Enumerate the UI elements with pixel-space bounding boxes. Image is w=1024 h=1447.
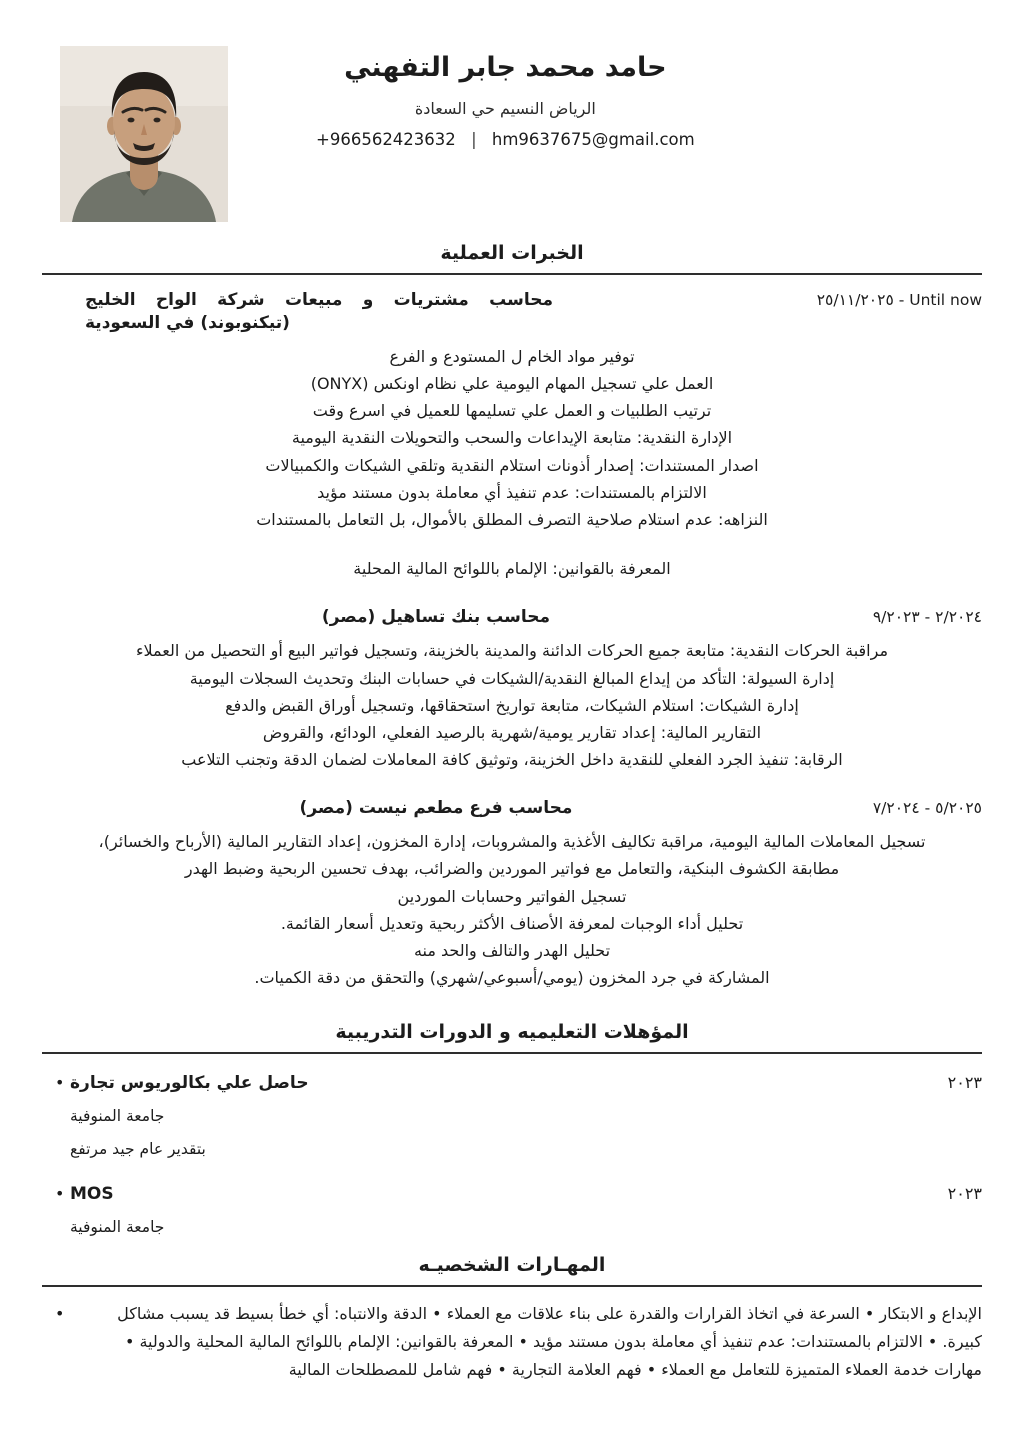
skills-entry	[42, 1300, 982, 1384]
job-entry	[42, 606, 982, 773]
education-detail: بتقدير عام جيد مرتفع	[70, 1139, 206, 1158]
job-duty-line: تسجيل الفواتير وحسابات الموردين	[397, 886, 627, 906]
job-duty-line: توفير مواد الخام ل المستودع و الفرع	[389, 346, 635, 366]
job-title: محاسب فرع مطعم نيست (مصر)	[299, 798, 573, 819]
job-duty-line: المشاركة في جرد المخزون (يومي/أسبوعي/شهري) والتحقق من دقة الكميات.	[254, 968, 770, 988]
job-duty-line: النزاهه: عدم استلام صلاحية التصرف المطلق بالأموال، بل التعامل بالمستندات	[256, 510, 768, 529]
bullet-marker: •	[55, 1183, 65, 1203]
contact-separator: |	[471, 130, 477, 149]
section-title-education: المؤهلات التعليميه و الدورات التدريبية	[335, 1021, 689, 1044]
job-duties	[42, 343, 982, 583]
job-duty-line: ترتيب الطلبيات و العمل علي تسليمها للعميل في اسرع وقت	[312, 401, 712, 421]
job-date: ٢/٢٠٢٤ - ٩/٢٠٢٣	[872, 608, 982, 627]
section-divider	[42, 1052, 982, 1054]
job-duty-line: تحليل الهدر والتالف والحد منه	[413, 940, 611, 960]
experience-section	[42, 242, 982, 991]
job-entry	[42, 289, 982, 582]
job-title: محاسب بنك تساهيل (مصر)	[321, 607, 551, 628]
section-divider	[42, 273, 982, 275]
job-duty-line: التقارير المالية: إعداد تقارير يومية/شهرية بالرصيد الفعلي، الودائع، والقروض	[262, 722, 762, 742]
education-title: حاصل علي بكالوريوس تجارة	[70, 1073, 309, 1094]
education-title: MOS	[70, 1183, 114, 1204]
job-header	[42, 797, 982, 820]
education-year: ٢٠٢٣	[947, 1073, 982, 1093]
job-header	[42, 289, 982, 335]
email-address: hm9637675@gmail.com	[491, 130, 695, 149]
job-duty-line: الالتزام بالمستندات: عدم تنفيذ أي معاملة بدون مستند مؤيد	[317, 482, 707, 502]
education-detail: جامعة المنوفية	[70, 1107, 165, 1126]
education-entry-body	[70, 1072, 912, 1160]
education-section	[42, 1021, 982, 1238]
header	[42, 46, 982, 222]
person-portrait-graphic	[60, 46, 228, 222]
section-title-skills: المهـارات الشخصيـه	[418, 1254, 606, 1277]
job-duty-line: مراقبة الحركات النقدية: متابعة جميع الحركات الدائنة والمدينة بالخزينة، وتسجيل فواتير البيع أو التحصيل من العملاء	[135, 641, 889, 661]
job-duty-line: المعرفة بالقوانين: الإلمام باللوائح المالية المحلية	[353, 559, 671, 579]
job-duties	[42, 828, 982, 991]
job-duty-line: إدارة السيولة: التأكد من إيداع المبالغ النقدية/الشيكات في حسابات البنك وتحديث السجلات اليومية	[189, 668, 835, 688]
contact-line	[316, 130, 695, 149]
job-duties	[42, 637, 982, 773]
identity-block	[316, 46, 695, 149]
education-entry	[42, 1183, 982, 1239]
section-divider	[42, 1285, 982, 1287]
profile-photo	[60, 46, 228, 222]
section-title-experience: الخبرات العملية	[440, 242, 584, 264]
bullet-marker: •	[55, 1304, 65, 1324]
candidate-name: حامد محمد جابر التفهني	[344, 52, 667, 83]
job-duty-line: الإدارة النقدية: متابعة الإيداعات والسحب والتحويلات النقدية اليومية	[291, 428, 733, 448]
education-year: ٢٠٢٣	[947, 1183, 982, 1203]
job-title: محاسب مشتريات و مبيعات شركة الواح الخليج (تيكنوبوند) في السعودية	[85, 290, 553, 333]
job-duty-line: العمل علي تسجيل المهام اليومية علي نظام اونكس (ONYX)	[310, 374, 714, 394]
job-duty-line: مطابقة الكشوف البنكية، والتعامل مع فواتير الموردين والضرائب، بهدف تحسين الربحية وضبط الهدر	[184, 859, 840, 879]
job-entry	[42, 797, 982, 991]
phone-number: +966562423632	[316, 130, 456, 149]
job-duty-line: الرقابة: تنفيذ الجرد الفعلي للنقدية داخل الخزينة، وتوثيق كافة المعاملات لضمان الدقة وتجنب التلاعب	[181, 750, 843, 770]
skills-paragraph: الإبداع و الابتكار • السرعة في اتخاذ القرارات والقدرة على بناء علاقات مع العملاء • الدقة والانتباه: أي خطأ بسيط قد يسبب مشاكل كبيرة. • الالتزام بالمستندات: عدم تنفيذ أي معاملة بدون مستند مؤيد • المعرفة بالقوانين: الإلمام باللوائح المالية المحلية والدولية • مهارات خدمة العملاء المتميزة للتعامل مع العملاء • فهم العلامة التجارية • فهم شامل للمصطلحات المالية	[117, 1304, 982, 1380]
job-duty-line: إدارة الشيكات: استلام الشيكات، متابعة تواريخ استحقاقها، وتسجيل أوراق القبض والدفع	[225, 695, 799, 715]
job-duty-line: تسجيل المعاملات المالية اليومية، مراقبة تكاليف الأغذية والمشروبات، إدارة المخزون، إعداد التقارير المالية (الأرباح والخسائر)،	[98, 832, 926, 852]
job-duty-line: تحليل أداء الوجبات لمعرفة الأصناف الأكثر ربحية وتعديل أسعار القائمة.	[280, 913, 744, 933]
bullet-marker: •	[55, 1073, 65, 1093]
education-entry-body	[70, 1183, 912, 1239]
address-line: الرياض النسيم حي السعادة	[414, 99, 596, 118]
education-entry	[42, 1072, 982, 1160]
job-date: ٢٥/١١/٢٠٢٥ - Until now	[816, 291, 982, 309]
job-date: ٥/٢٠٢٥ - ٧/٢٠٢٤	[872, 799, 982, 818]
job-duty-line: اصدار المستندات: إصدار أذونات استلام النقدية وتلقي الشيكات والكمبيالات	[265, 455, 759, 475]
education-detail: جامعة المنوفية	[70, 1217, 165, 1236]
job-header	[42, 606, 982, 629]
skills-section	[42, 1254, 982, 1384]
